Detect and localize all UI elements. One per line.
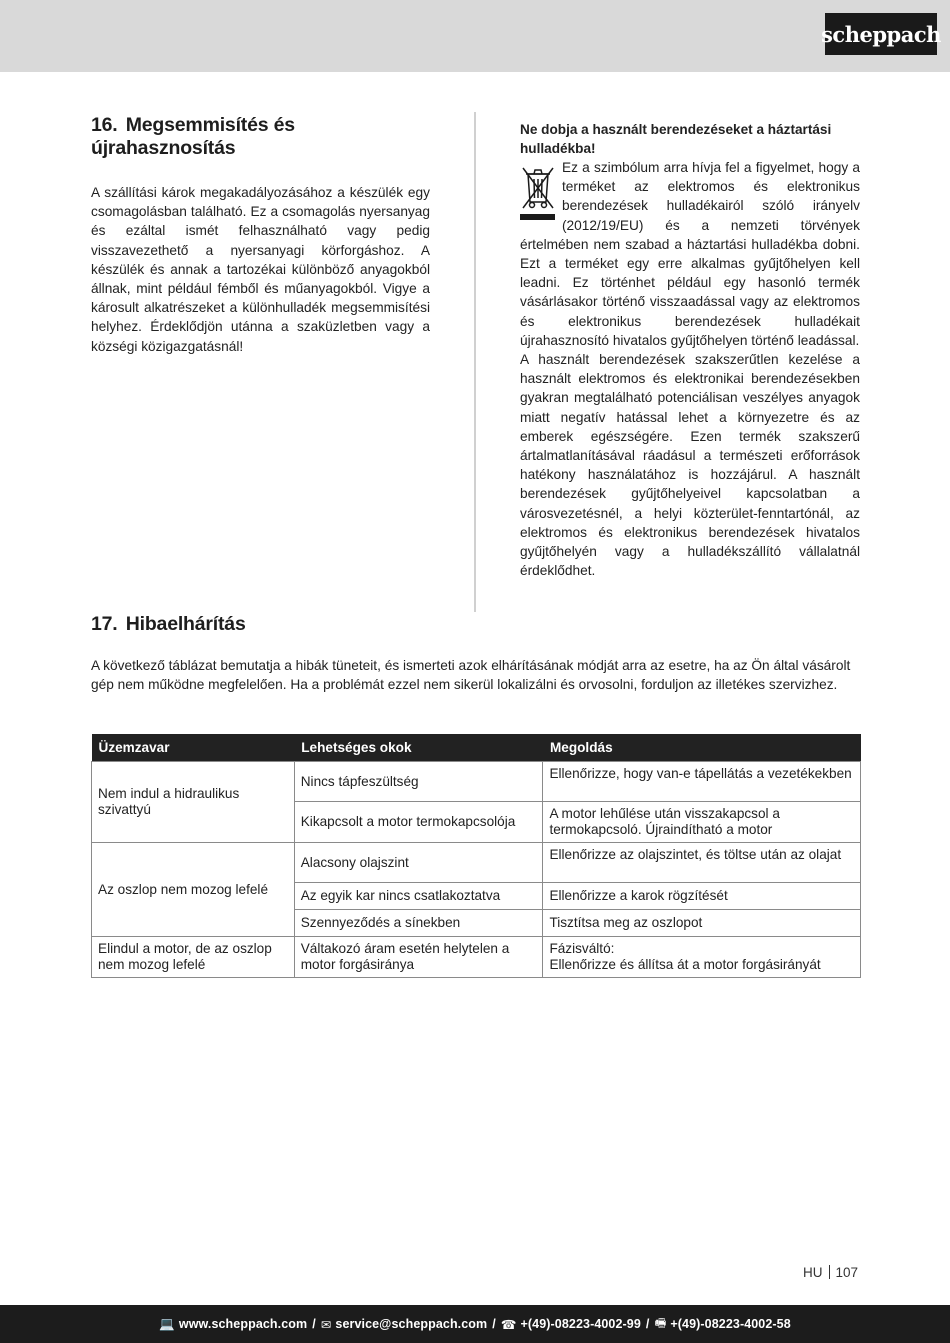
page-header-band [0,0,950,72]
section-17-intro: A következő táblázat bemutatja a hibák tüneteit, és ismerteti azok elhárításának módját arra az esetre, ha az Ön által vásárolt gép nem működne megfelelően. Ha a problémát ezzel nem sikerül lokalizálni és orvosolni, forduljon az illetékes szervizhez. [91,658,851,693]
weee-title: Ne dobja a használt berendezéseket a háztartási hulladékba! [520,122,832,156]
fault-cell: Nem indul a hidraulikus szivattyú [92,762,295,843]
solution-line-1: Fázisváltó: [549,941,615,956]
table-header-solution: Megoldás [543,734,861,762]
table-header-cause: Lehetséges okok [294,734,543,762]
weee-notice [520,120,860,580]
section-16-title: Megsemmisítés és újrahasznosítás [91,114,295,159]
section-16 [91,114,430,356]
page-lang: HU [803,1265,823,1280]
section-17-heading [91,613,861,636]
solution-cell: A motor lehűlése után visszakapcsol a termokapcsoló. Újraindítható a motor [543,802,861,843]
footer-email[interactable]: service@scheppach.com [335,1317,488,1331]
crossed-out-wheelie-bin-icon [520,162,556,222]
solution-cell: Ellenőrizze az olajszintet, és töltse után az olajat [543,843,861,883]
solution-cell: Tisztítsa meg az oszlopot [543,910,861,937]
page-number [803,1265,858,1280]
page-number-separator [829,1265,830,1279]
column-divider [474,112,476,612]
page-footer [0,1305,950,1343]
cause-cell: Szennyeződés a sínekben [294,910,543,937]
phone-icon: ☎ [500,1317,517,1332]
section-16-body: A szállítási károk megakadályozásához a készülék egy csomagolásban található. Ez a csomagolás nyersanyag és ezáltal ismét felhasználható vagy pedig visszavezethető a nyersanyagi körforgáshoz. A készülék és annak a tartozékai különböző anyagokból állnak, mint például fémből és műanyagokból. Vigye a károsult alkatrészeket a különhulladék megsemmisítési helyhez. Érdeklődjön utánna a szaküzletben vagy a községi közigazgatásnál! [91,185,430,354]
table-row [92,762,861,802]
solution-cell [543,937,861,978]
computer-icon: 💻 [159,1316,175,1331]
cause-cell: Váltakozó áram esetén helytelen a motor forgásiránya [294,937,543,978]
cause-cell: Kikapcsolt a motor termokapcsolója [294,802,543,843]
section-16-number: 16. [91,114,118,136]
footer-website[interactable]: www.scheppach.com [178,1317,308,1331]
troubleshooting-table [91,734,861,978]
envelope-icon: ✉ [320,1317,332,1332]
solution-cell: Ellenőrizze a karok rögzítését [543,883,861,910]
cause-cell: Az egyik kar nincs csatlakoztatva [294,883,543,910]
section-17-title: Hibaelhárítás [125,613,246,635]
footer-separator: / [645,1317,650,1331]
fault-cell: Elindul a motor, de az oszlop nem mozog lefelé [92,937,295,978]
footer-separator: / [312,1317,316,1331]
table-header-fault: Üzemzavar [92,734,295,762]
weee-paragraph-2: A használt berendezések szakszerűtlen kezelése a használt elektromos és elektronikai berendezésekben gyakran megtalálható potenciálisan veszélyes anyagok miatt negatív hatással lehet a környezetre és az emberek egészségére. Ezen termék szakszerű ártalmatlanításával ráadásul a természeti erőforrások hatékony használatához is hozzájárul. A használt berendezések gyűjtőhelyeivel kapcsolatban a városvezetésnél, a helyi közterület-fenntartónál, az elektromos és elektronikus berendezések hivatalos gyűjtőhelyén vagy a hulladékszállító vállalatnál érdeklődhet. [520,352,860,579]
fax-icon: 🖷 [654,1315,667,1330]
cause-cell: Alacsony olajszint [294,843,543,883]
fault-cell: Az oszlop nem mozog lefelé [92,843,295,937]
section-17 [91,613,861,695]
solution-cell: Ellenőrizze, hogy van-e tápellátás a vezetékekben [543,762,861,802]
table-header-row [92,734,861,762]
footer-fax: +(49)-08223-4002-58 [670,1317,791,1331]
scheppach-logo: scheppach [825,13,937,55]
cause-cell: Nincs tápfeszültség [294,762,543,802]
solution-line-2: Ellenőrizze és állítsa át a motor forgásirányát [549,957,821,972]
footer-phone: +(49)-08223-4002-99 [520,1317,641,1331]
table-row [92,937,861,978]
section-17-number: 17. [91,613,118,635]
weee-paragraph-1: Ez a szimbólum arra hívja fel a figyelmet, hogy a terméket az elektromos és elektronikus berendezések hulladékairól szóló irányelv (2012/19/EU) és a nemzeti törvények értelmében nem szabad a háztartási hulladékba dobni. Ezt a terméket egy erre alkalmas gyűjtőhelyen kell leadni. Ez történhet például egy hasonló termék vásárlásakor történő visszaadással vagy az elektromos és elektronikus berendezések hulladékait újrahasznosító hivatalos gyűjtőhelyen történő leadással. [520,160,860,348]
footer-separator: / [492,1317,496,1331]
section-16-heading [91,114,430,160]
weee-bar [520,214,555,220]
page-num: 107 [835,1265,859,1280]
table-row [92,843,861,883]
